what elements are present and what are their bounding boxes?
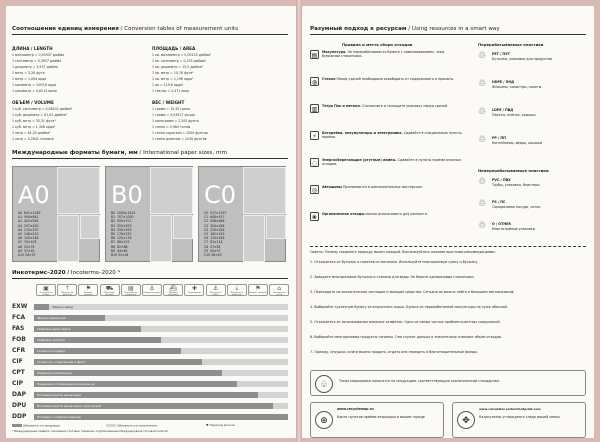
incoterm-label: Свободно на борту — [37, 337, 66, 342]
area-row: 1 ар = 119,6 ярда² — [152, 83, 184, 87]
incoterms-title: Инкотермс–2020 / Incoterms–2020 * — [12, 270, 121, 276]
transport-icon: ⚑ — [85, 285, 92, 292]
weight-row: 1 тонна короткая = 2000 фунтов — [152, 131, 208, 135]
incoterm-code: DPU — [12, 402, 27, 409]
plastic-description: Пакеты, плёнка, крышки — [492, 113, 536, 117]
incoterm-column-icon — [36, 284, 56, 296]
volume-row: 1 литр = 61,02 дюйма³ — [12, 131, 51, 135]
site-link-2[interactable]: www.calculator.carbonfootprint.com — [479, 407, 541, 411]
seller-obligation-bar — [34, 304, 49, 310]
incoterm-label: Перевозка оплачена до — [37, 370, 72, 375]
column-label: Доставка до места — [272, 292, 286, 297]
paper-title: Международные форматы бумаги, мм / International paper sizes, mm — [12, 150, 227, 156]
plastic-code: PP / ПП — [492, 136, 506, 140]
incoterm-column-icon — [142, 284, 162, 296]
transport-icon: ✚ — [191, 285, 197, 292]
weight-row: 1 тонна = 0,984 тонны — [152, 125, 191, 129]
incoterm-code: DDP — [12, 413, 27, 420]
site-desc-1: Карта пунктов приёма вторсырья в вашем городе — [337, 415, 425, 419]
paper-subdivision — [266, 215, 286, 239]
plastic-description: Флаконы, канистры, пакеты — [492, 85, 542, 89]
plastic-description: Одноразовая посуда, лотки — [492, 205, 541, 209]
plastic-code: LDPE / ПВД — [492, 108, 514, 112]
eco-label-text: Такая маркировка наносится на продукцию, соответствующую экологическим стандартам. — [339, 379, 500, 383]
paper-subdivision — [80, 215, 100, 239]
incoterm-label: Поставка с оплатой пошлины — [37, 414, 81, 419]
transport-icon: ▣ — [43, 285, 49, 292]
weight-row: 1 килограмм = 2,205 фунта — [152, 119, 199, 123]
transport-icon: ⛟ — [105, 285, 114, 292]
column-label: Погрузка на транспорт — [230, 292, 243, 297]
incoterm-row — [12, 357, 288, 368]
length-row: 1 дециметр = 3,937 дюйма — [12, 65, 58, 69]
volume-row: 1 куб. метр = 1,308 ярда³ — [12, 125, 56, 129]
incoterm-column-icon — [206, 284, 226, 296]
transport-icon: ⇣ — [234, 285, 240, 292]
waste-category-icon: ▤ — [311, 52, 318, 59]
recycle-triangle-icon: ♲ — [478, 107, 487, 117]
paper-size-list: A0 841×1189 A1 594×841 A2 420×594 A3 297×420 A4 210×297 A5 148×210 A6 105×148 A7 74×105 A8 52×74 A9 37×52 A10 26×37 — [18, 211, 41, 258]
tip-item: 5. Откажитесь от использования влажных салфеток. Одна из самых частых проблем очистных сооружений. — [310, 320, 501, 324]
paper-subdivision — [243, 167, 286, 214]
recycle-heading: Перерабатываемые пластики — [478, 42, 544, 47]
plastic-code: PET / ПЭТ — [492, 52, 510, 56]
waste-category-icon: ⚡ — [310, 131, 319, 140]
transport-icon: ⚓ — [149, 285, 155, 292]
plastic-code: PS / ПС — [492, 200, 506, 204]
resources-title: Разумный подход к ресурсам / Using resources in a smart way — [310, 26, 500, 32]
paper-size-list: C0 917×1297 C1 648×917 C2 458×648 C3 324×458 C4 229×324 C5 162×229 C6 114×162 C7 81×114 C8 57×81 C9 40×57 C10 28×40 — [204, 211, 227, 258]
recycle-triangle-icon: ♲ — [478, 221, 487, 231]
paper-size-block — [105, 166, 193, 262]
transport-icon: ▤ — [127, 285, 134, 292]
footprint-icon: ✥ — [457, 411, 475, 429]
waste-item-title: Автошины — [322, 185, 342, 189]
units-title: Соотношение единиц измерения / Conversion tables of measurement units — [12, 26, 238, 32]
paper-subdivision — [150, 215, 172, 262]
tip-item: 7. Одежду, игрушки, книги можно продать, отдать или передать в благотворительные фонды. — [310, 350, 478, 354]
column-label: Отгрузка на складе — [39, 292, 53, 297]
tips-intro: Советы: Почему сохранять природу может каждый. Воспользуйтесь нашими простыми рекомендациями. — [310, 250, 496, 254]
weight-row: 1 грамм = 15,43 грана — [152, 107, 191, 111]
incoterm-label: Свободно вдоль борта — [37, 326, 71, 331]
weight-row: 1 грамм = 0,03527 унции — [152, 113, 195, 117]
column-label: Погрузка на транспорт — [61, 292, 74, 297]
waste-item — [322, 50, 462, 59]
recycle-triangle-icon: ♲ — [478, 177, 487, 187]
incoterm-code: FCA — [12, 314, 26, 321]
incoterm-row — [12, 335, 288, 346]
transport-icon: ⚓ — [212, 285, 219, 292]
waste-item-text: Перед сдачей необходимо освободить от содержимого и промыть. — [336, 77, 455, 81]
column-label: Экспорт. таможня — [83, 292, 93, 297]
plastic-description: Трубы, упаковка, блистеры — [492, 183, 540, 187]
waste-item-text: можно использовать для компоста. — [365, 212, 428, 216]
waste-item-text: Принимаются в шиномонтажных мастерских. — [342, 185, 423, 189]
site-box-1 — [310, 402, 444, 438]
waste-item-title: Батарейки, аккумуляторы и электроника. — [322, 131, 403, 135]
incoterm-row — [12, 401, 288, 412]
divider — [12, 278, 288, 279]
incoterm-column-icon — [184, 284, 204, 296]
paper-size-label: B0 — [111, 181, 143, 209]
waste-item — [322, 104, 462, 108]
waste-item-text: Сдавайте в специальные пункты приёма. — [322, 131, 462, 140]
waste-item — [322, 77, 462, 81]
waste-category-icon: ▥ — [311, 106, 318, 113]
waste-item — [322, 212, 462, 216]
incoterm-row — [12, 346, 288, 357]
recycle-triangle-icon: ♲ — [478, 135, 487, 145]
waste-item — [322, 131, 462, 140]
incoterm-row — [12, 313, 288, 324]
volume-row: 1 литр = 0,2642 галлона — [12, 137, 54, 141]
length-row: 1 километр = 1093,6 ярда — [12, 83, 57, 87]
paper-subdivision — [57, 167, 100, 214]
legend-buyer: Обязанности покупателя — [106, 424, 157, 428]
site-desc-2: Калькулятор углеродного следа вашей семьи — [479, 415, 560, 419]
plastic-description: Бутылки, упаковка для продуктов — [492, 57, 552, 61]
incoterm-column-icon — [121, 284, 141, 296]
length-heading: ДЛИНА / LENGTH — [12, 46, 53, 51]
column-label: Импорт. таможня — [249, 292, 267, 294]
volume-row: 1 куб. метр = 35,31 фута³ — [12, 119, 56, 123]
waste-category-icon: ◌ — [311, 160, 318, 167]
incoterm-label: Перевозка и страхование оплачены до — [37, 381, 95, 386]
waste-item-text: Сдавайте в пункты приёма опасных отходов. — [322, 158, 461, 167]
incoterm-code: CPT — [12, 369, 25, 376]
incoterm-label: Поставка в месте назначения с разгрузкой — [37, 403, 101, 408]
waste-item-title: Тетра Пак и металл. — [322, 104, 362, 108]
divider — [310, 34, 586, 35]
incoterm-column-icon — [57, 284, 77, 296]
waste-item-text: Не перерабатываются бумага с ламинированием, чеки, бумажные стаканчики. — [322, 50, 445, 59]
incoterm-label: Стоимость и фрахт — [37, 348, 66, 353]
area-row: 1 гектар = 2,471 акра — [152, 89, 190, 93]
recycle-triangle-icon: ♲ — [478, 79, 487, 89]
nonrecycle-heading: Неперерабатываемые пластики — [478, 168, 549, 173]
column-label: Морская перевозка — [168, 292, 179, 297]
area-heading: ПЛОЩАДЬ / AREA — [152, 46, 196, 51]
waste-item-title: Энергосберегающие (ртутные) лампы. — [322, 158, 397, 162]
incoterm-column-icon — [78, 284, 98, 296]
incoterm-label: Поставка в месте назначения — [37, 392, 82, 397]
plastic-code: HDPE / ПНД — [492, 80, 515, 84]
paper-subdivision — [57, 215, 79, 262]
column-label: Разгрузка в порту — [209, 292, 222, 297]
area-row: 1 кв. метр = 1,196 ярда² — [152, 77, 194, 81]
paper-size-list: B0 1000×1414 B1 707×1000 B2 500×707 B3 353×500 B4 250×353 B5 176×250 B6 125×176 B7 88×125 B8 62×88 B9 44×62 B10 31×44 — [111, 211, 136, 258]
waste-item-text: Сполосните и сплющите упаковку перед сдачей. — [362, 104, 449, 108]
paper-size-block — [198, 166, 286, 262]
incoterm-label: Франко-завод — [52, 304, 73, 309]
waste-item — [322, 158, 462, 167]
incoterm-row — [12, 412, 288, 423]
incoterms-footnote: * Международные правила толкования торговых терминов, опубликованные Международной торговой палатой. — [12, 430, 169, 433]
left-page — [6, 6, 296, 438]
eco-label-box — [310, 370, 586, 396]
paper-subdivision — [150, 167, 193, 214]
incoterm-column-icon — [163, 284, 183, 296]
incoterm-row — [12, 368, 288, 379]
plastic-description: Контейнеры, вёдра, крышки — [492, 141, 542, 145]
length-row: 1 миллиметр = 0,03937 дюйма — [12, 53, 65, 57]
incoterm-code: CIP — [12, 380, 24, 387]
waste-category-icon: ◎ — [311, 187, 318, 194]
area-row: 1 кв. сантиметр = 0,155 дюйма² — [152, 59, 207, 63]
site-box-2 — [452, 402, 586, 438]
volume-row: 1 куб. дециметр = 61,02 дюйма³ — [12, 113, 67, 117]
paper-subdivision — [243, 215, 265, 262]
incoterm-code: FAS — [12, 325, 25, 332]
incoterm-row — [12, 379, 288, 390]
incoterm-row — [12, 302, 288, 313]
paper-subdivision — [173, 215, 193, 239]
area-row: 1 кв. миллиметр = 0,00155 дюйма² — [152, 53, 212, 57]
waste-category-icon: ◍ — [311, 79, 318, 86]
recycle-triangle-icon: ♲ — [478, 199, 487, 209]
transport-icon: ⚑ — [255, 285, 261, 292]
tip-item: 1. Откажитесь от бутылок и пакетов из магазина. Используйте многоразовую сумку и бутылку. — [310, 260, 479, 264]
waste-item-title: Органические отходы — [322, 212, 365, 216]
recycle-triangle-icon: ♲ — [478, 51, 487, 61]
waste-item-title: Макулатура. — [322, 50, 347, 54]
column-label: Страхование — [187, 292, 201, 294]
area-row: 1 кв. дециметр = 15,5 дюйма² — [152, 65, 203, 69]
incoterm-label: Франко-перевозчик — [37, 315, 67, 320]
length-row: 1 сантиметр = 0,3937 дюйма — [12, 59, 62, 63]
tip-item: 3. Переходите на экологические чистящие и моющие средства. Сегодня их можно найти в большинстве магазинов. — [310, 290, 515, 294]
waste-category-icon: ❀ — [311, 214, 318, 221]
divider — [310, 246, 586, 247]
length-row: 1 километр = 0,6214 мили — [12, 89, 57, 93]
incoterm-row — [12, 324, 288, 335]
tip-item: 2. Заводите многоразовые бутылки и стаканы для воды. Не берите одноразовые стаканчики. — [310, 275, 475, 279]
incoterm-code: EXW — [12, 303, 28, 310]
length-row: 1 метр = 3,28 фута — [12, 71, 45, 75]
right-page — [302, 6, 594, 438]
incoterm-code: FOB — [12, 336, 26, 343]
column-label: Транспорт. расходы — [104, 292, 116, 297]
waste-item-title: Стекло — [322, 77, 336, 81]
incoterm-column-icon — [100, 284, 120, 296]
divider — [12, 34, 288, 35]
area-row: 1 кв. метр = 10,76 фута² — [152, 71, 194, 75]
legend-risk: ▼ Переход рисков — [206, 423, 235, 427]
length-row: 1 метр = 1,094 ярда — [12, 77, 47, 81]
incoterm-column-icon — [248, 284, 268, 296]
eco-leaf-icon: ♧ — [315, 375, 333, 393]
plastic-code: PVC / ПВХ — [492, 178, 511, 182]
paper-size-block — [12, 166, 100, 262]
volume-heading: ОБЪЕМ / VOLUME — [12, 100, 54, 105]
waste-item — [322, 185, 462, 189]
column-label: Разгрузка на терминале — [124, 292, 138, 297]
transport-icon: ⛴ — [169, 285, 177, 292]
weight-heading: ВЕС / WEIGHT — [152, 100, 185, 105]
site-link-1[interactable]: www.recyclemap.ru — [337, 407, 374, 411]
divider — [12, 158, 288, 159]
incoterm-code: CFR — [12, 347, 26, 354]
volume-row: 1 куб. сантиметр = 0,06102 дюйма³ — [12, 107, 73, 111]
transport-icon: ⇡ — [64, 285, 70, 292]
weight-row: 1 тонна длинная = 2240 фунтов — [152, 137, 207, 141]
column-label: Погрузка в порту — [143, 292, 161, 294]
plastic-code: O / OTHER — [492, 222, 511, 226]
incoterm-column-icon — [269, 284, 289, 296]
transport-icon: ⌂ — [277, 285, 282, 292]
globe-icon: ⊕ — [315, 411, 333, 429]
incoterm-row — [12, 390, 288, 401]
plastic-description: Многослойные упаковки — [492, 227, 535, 231]
incoterm-column-icon — [227, 284, 247, 296]
legend-seller: Обязанности продавца — [12, 424, 60, 428]
tip-item: 4. Выбирайте туалетную бумагу из вторичного сырья. Бумага из переработанной макулатуры не хуже обычной. — [310, 305, 508, 309]
incoterm-code: CIF — [12, 358, 23, 365]
tip-item: 6. Выбирайте многоразовые продукты гигиены. Они служат дольше и значительно снижают объём отходов. — [310, 335, 502, 339]
paper-size-label: A0 — [18, 181, 50, 209]
incoterm-label: Стоимость, страхование и фрахт — [37, 359, 87, 364]
sorting-heading: Правила и места сбора отходов — [342, 42, 413, 47]
paper-size-label: C0 — [204, 181, 237, 209]
incoterm-code: DAP — [12, 391, 27, 398]
